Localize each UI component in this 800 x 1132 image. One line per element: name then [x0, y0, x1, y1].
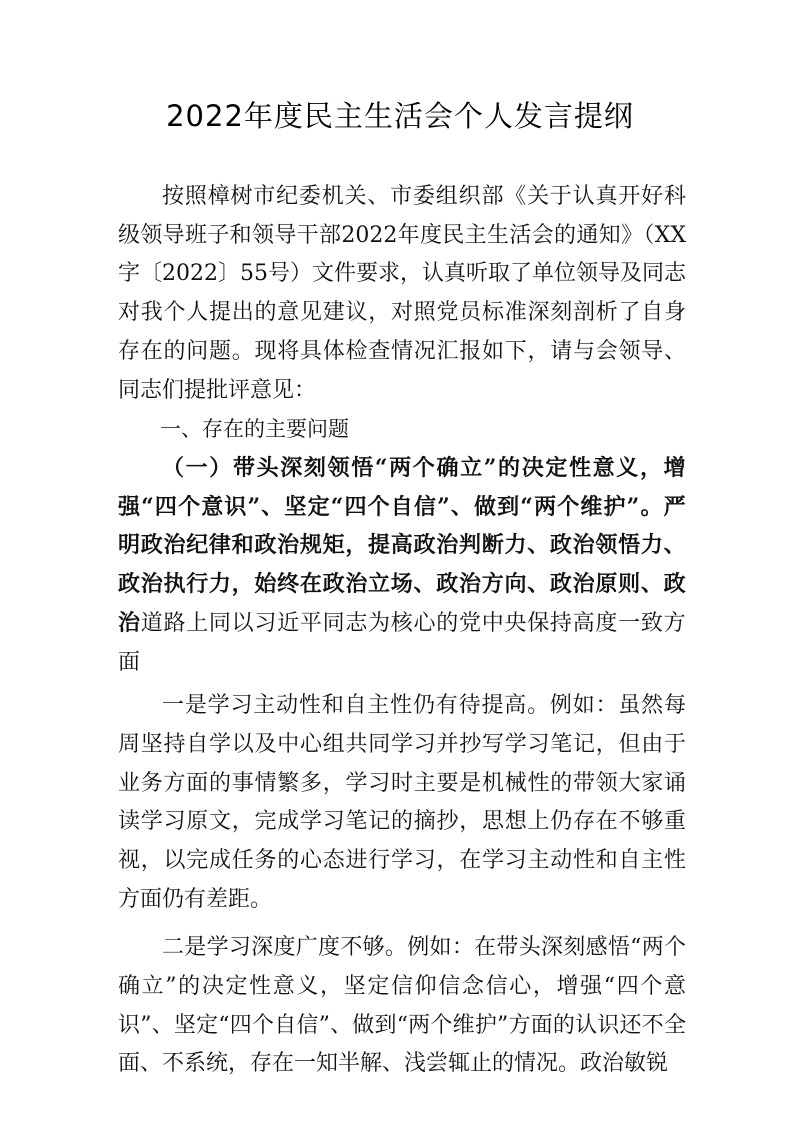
subsection-heading-1 [118, 449, 686, 683]
subsection-heading-normal-text: 道路上同以习近平同志为核心的党中央保持高度一致方面 [118, 610, 686, 676]
paragraph-study-depth: 二是学习深度广度不够。例如：在带头深刻感悟“两个确立”的决定性意义，坚定信仰信念信心，增强“四个意识”、坚定“四个自信”、做到“两个维护”方面的认识还不全面、不系统，存在一知半解、浅尝辄止的情况。政治敏锐 [118, 935, 686, 1077]
intro-paragraph: 按照樟树市纪委机关、市委组织部《关于认真开好科级领导班子和领导干部2022年度民主生活会的通知》（XX字〔2022〕55号）文件要求，认真听取了单位领导及同志对我个人提出的意见建议，对照党员标准深刻剖析了自身存在的问题。现将具体检查情况汇报如下，请与会领导、同志们提批评意见： [118, 184, 686, 403]
section-heading-problems: 一、存在的主要问题 [160, 417, 349, 442]
subsection-heading-bold-text: （一）带头深刻领悟“两个确立”的决定性意义，增强“四个意识”、坚定“四个自信”、做到“两个维护”。严明政治纪律和政治规矩，提高政治判断力、政治领悟力、政治执行力，始终在政治立场、政治方向、政治原则、政治 [118, 454, 686, 636]
document-title: 2022年度民主生活会个人发言提纲 [166, 99, 634, 133]
paragraph-study-initiative: 一是学习主动性和自主性仍有待提高。例如：虽然每周坚持自学以及中心组共同学习并抄写学习笔记，但由于业务方面的事情繁多，学习时主要是机械性的带领大家诵读学习原文，完成学习笔记的摘抄，思想上仍存在不够重视，以完成任务的心态进行学习，在学习主动性和自主性方面仍有差距。 [118, 693, 686, 912]
document-body [118, 178, 686, 1084]
